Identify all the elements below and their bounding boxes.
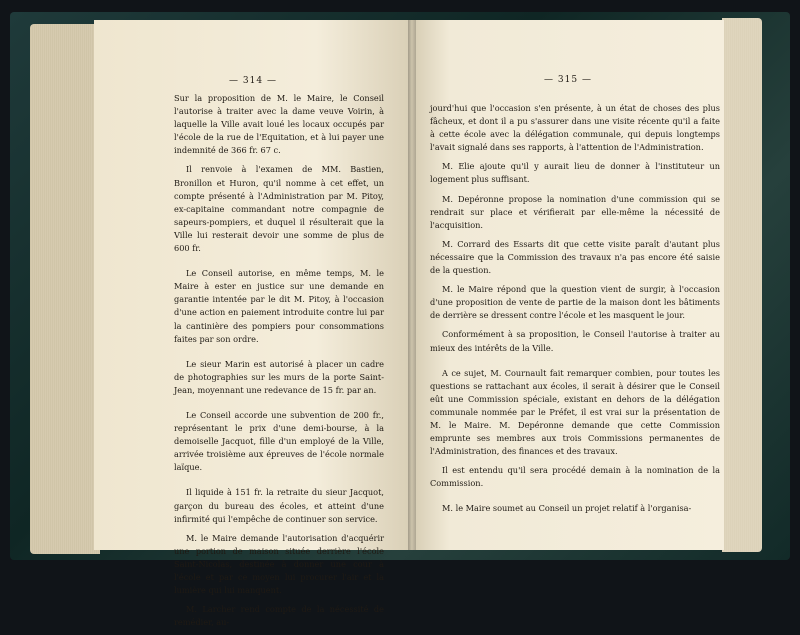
paragraph: M. Corrard des Essarts dit que cette visite paraît d'autant plus nécessaire que la Commission des travaux n'a pas encore été saisie de la question. <box>430 238 720 276</box>
paragraph: Le sieur Marin est autorisé à placer un cadre de photographies sur les murs de la porte Saint-Jean, moyennant une redevance de 15 fr. par an. <box>174 358 384 395</box>
paragraph: M. le Maire demande l'autorisation d'acquérir une portion de maison située derrière l'école Saint-Nicolas, destinée à donner une cour à l'école et par ce moyen lui procurer l'air et la lumière qui lui manquent. <box>174 532 384 596</box>
paragraph: M. Larcher rend compte de la nécessité de remédier, au- <box>174 604 384 628</box>
paragraph: Le Conseil accorde une subvention de 200 fr., représentant le prix d'une demi-bourse, à la demoiselle Jacquot, fille d'un employé de la Ville, arrivée troisième aux épreuves de l'école normale laïque. <box>174 409 384 473</box>
paragraph: A ce sujet, M. Cournault fait remarquer combien, pour toutes les questions se rattachant aux écoles, il serait à désirer que le Conseil eût une Commission spéciale, existant en dehors de la délégation communale nommée par le Préfet, il est vrai sur la présentation de M. le Maire. M. Depéronne demande que cette Commission emprunte ses membres aux trois Commissions permanentes de l'Administration, des finances et des travaux. <box>430 367 720 457</box>
paragraph: jourd'hui que l'occasion s'en présente, à un état de choses des plus fâcheux, et dont il a pu s'assurer dans une visite récente qu'il a faite à cette école avec la délégation communale, qui depuis longtemps l'avait signalé dans ses rapports, à l'attention de l'Administration. <box>430 103 720 153</box>
page-body <box>430 102 720 522</box>
page-number: — 314 — <box>229 76 277 86</box>
page-number: — 315 — <box>544 75 592 85</box>
left-page-edges <box>30 24 100 554</box>
right-page-edges <box>722 18 762 552</box>
paragraph: M. le Maire soumet au Conseil un projet relatif à l'organisa- <box>442 503 692 514</box>
paragraph: Il est entendu qu'il sera procédé demain à la nomination de la Commission. <box>430 465 720 489</box>
paragraph: Sur la proposition de M. le Maire, le Conseil l'autorise à traiter avec la dame veuve Voirin, à laquelle la Ville avait loué les locaux occupés par l'école de la rue de l'Equitation, et à lui payer une indemnité de 366 fr. 67 c. <box>174 93 384 156</box>
paragraph: M. Depéronne propose la nomination d'une commission qui se rendrait sur place et vérifierait par elle-même la nécessité de l'acquisition. <box>430 193 720 230</box>
paragraph: Il renvoie à l'examen de MM. Bastien, Bronillon et Huron, qu'il nomme à cet effet, un compte présenté à l'Administration par M. Pitoy, ex-capitaine commandant notre compagnie de sapeurs-pompiers, et duquel il résulterait que la Ville lui resterait devoir une somme de plus de 600 fr. <box>174 164 384 254</box>
paragraph: Il liquide à 151 fr. la retraite du sieur Jacquot, garçon du bureau des écoles, et atteint d'une infirmité qui l'empêche de continuer son service. <box>174 487 384 524</box>
paragraph: Conformément à sa proposition, le Conseil l'autorise à traiter au mieux des intérêts de la Ville. <box>430 329 720 353</box>
page-body <box>174 92 384 635</box>
paragraph: M. le Maire répond que la question vient de surgir, à l'occasion d'une proposition de vente de partie de la maison dont les bâtiments de derrière se dressent contre l'école et les masquent le jour. <box>430 284 720 321</box>
paragraph: Le Conseil autorise, en même temps, M. le Maire à ester en justice sur une demande en garantie intentée par le dit M. Pitoy, à l'occasion d'une action en paiement introduite contre lui par la cantinière des pompiers pour consommations faites par son ordre. <box>174 268 384 344</box>
paragraph: M. Elie ajoute qu'il y aurait lieu de donner à l'instituteur un logement plus suffisant. <box>430 161 720 185</box>
left-page <box>94 20 412 628</box>
book-gutter <box>408 20 416 550</box>
right-page <box>412 20 724 550</box>
